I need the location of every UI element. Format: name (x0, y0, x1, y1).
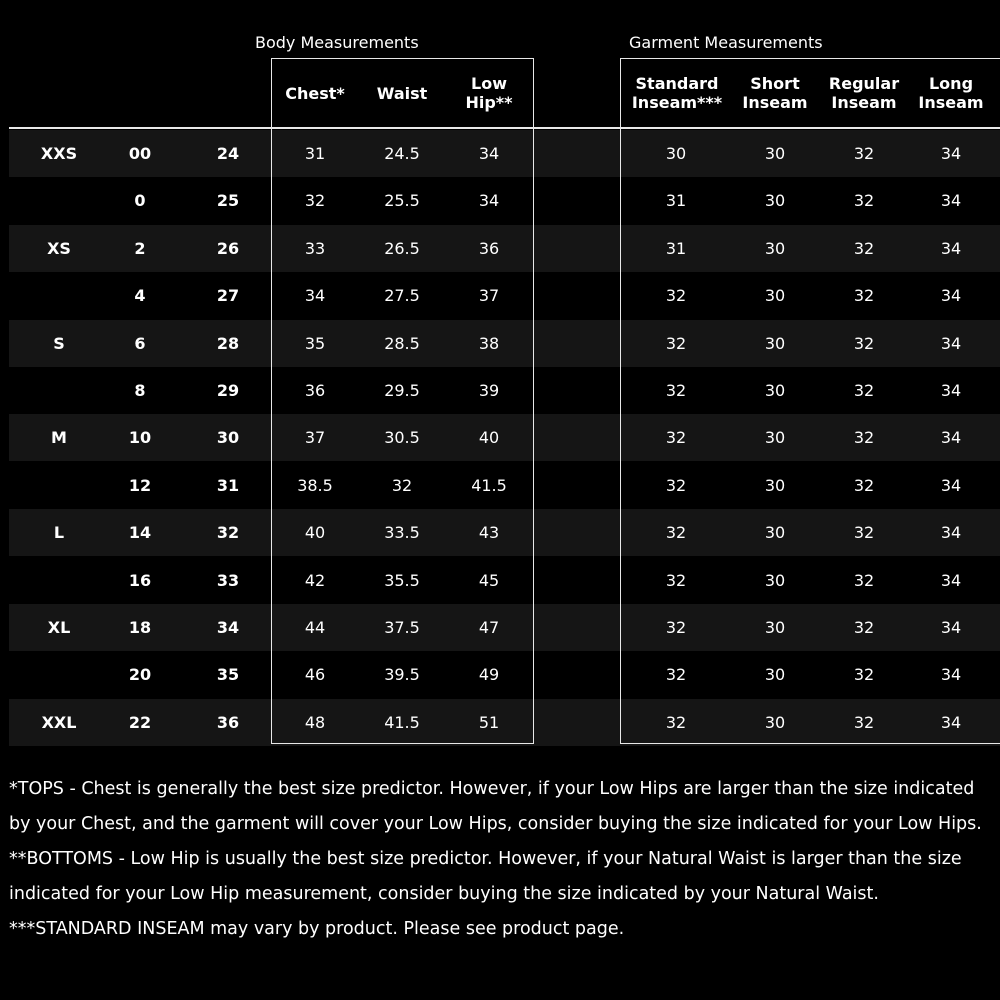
cell-low-hip: 37 (478, 286, 500, 306)
cell-standard-inseam: 32 (665, 381, 687, 400)
cell-waist-size: 33 (216, 570, 240, 590)
cell-long-inseam: 34 (940, 428, 962, 448)
cell-numeric-size: 16 (128, 570, 152, 590)
cell-waist: 32 (391, 475, 413, 495)
cell-regular-inseam: 32 (853, 570, 875, 590)
cell-alpha-size: M (51, 428, 67, 448)
cell-standard-inseam: 32 (665, 712, 687, 732)
cell-waist-size: 35 (216, 665, 240, 685)
cell-standard-inseam: 32 (665, 570, 687, 590)
cell-short-inseam: 30 (764, 286, 786, 306)
footnote-bottoms: **BOTTOMS - Low Hip is usually the best size predictor. However, if your Natural Waist is larger than the size indicated for your Low Hip measurement, consider buying the size indicated by your Natural Waist. (9, 849, 962, 904)
cell-numeric-size: 10 (128, 428, 152, 448)
header-long-inseam: Long Inseam (918, 74, 984, 112)
cell-regular-inseam: 32 (853, 665, 875, 685)
cell-waist-size: 32 (216, 523, 240, 543)
cell-short-inseam: 30 (764, 144, 786, 163)
cell-chest: 42 (304, 570, 326, 590)
cell-long-inseam: 34 (940, 712, 962, 732)
cell-low-hip: 49 (478, 665, 500, 685)
cell-waist: 24.5 (384, 144, 420, 163)
cell-regular-inseam: 32 (853, 144, 875, 163)
cell-short-inseam: 30 (764, 238, 786, 258)
cell-long-inseam: 34 (940, 144, 962, 163)
cell-long-inseam: 34 (940, 238, 962, 258)
cell-waist-size: 34 (216, 618, 240, 637)
header-standard-inseam: Standard Inseam*** (631, 74, 723, 112)
cell-short-inseam: 30 (764, 333, 786, 353)
cell-alpha-size (19, 177, 99, 224)
cell-long-inseam: 34 (940, 523, 962, 543)
cell-regular-inseam: 32 (853, 475, 875, 495)
cell-numeric-size: 00 (128, 144, 152, 163)
cell-waist-size: 30 (216, 428, 240, 448)
cell-standard-inseam: 31 (665, 191, 687, 211)
cell-standard-inseam: 32 (665, 665, 687, 685)
cell-alpha-size: XXS (40, 144, 78, 163)
cell-low-hip: 47 (478, 618, 500, 637)
cell-low-hip: 43 (478, 523, 500, 543)
header-chest: Chest* (285, 84, 345, 103)
cell-long-inseam: 34 (940, 191, 962, 211)
body-measurements-title: Body Measurements (255, 33, 419, 52)
header-low-hip: Low Hip** (465, 74, 513, 112)
cell-alpha-size: XS (47, 238, 71, 258)
cell-standard-inseam: 32 (665, 475, 687, 495)
cell-waist: 35.5 (384, 570, 420, 590)
cell-waist: 41.5 (384, 712, 420, 732)
cell-short-inseam: 30 (764, 475, 786, 495)
cell-chest: 31 (304, 144, 326, 163)
cell-low-hip: 45 (478, 570, 500, 590)
garment-measurements-box (620, 58, 1000, 744)
cell-regular-inseam: 32 (853, 238, 875, 258)
garment-measurements-title: Garment Measurements (629, 33, 823, 52)
header-short-inseam: Short Inseam (742, 74, 808, 112)
cell-waist-size: 31 (216, 475, 240, 495)
cell-numeric-size: 18 (128, 618, 152, 637)
cell-chest: 38.5 (297, 475, 333, 495)
cell-low-hip: 38 (478, 333, 500, 353)
cell-numeric-size: 6 (134, 333, 146, 353)
cell-waist: 27.5 (384, 286, 420, 306)
cell-regular-inseam: 32 (853, 712, 875, 732)
cell-regular-inseam: 32 (853, 618, 875, 637)
cell-numeric-size: 0 (134, 191, 146, 211)
cell-regular-inseam: 32 (853, 381, 875, 400)
cell-standard-inseam: 32 (665, 428, 687, 448)
cell-standard-inseam: 32 (665, 286, 687, 306)
cell-low-hip: 39 (478, 381, 500, 400)
cell-chest: 35 (304, 333, 326, 353)
cell-regular-inseam: 32 (853, 523, 875, 543)
cell-low-hip: 34 (478, 191, 500, 211)
cell-standard-inseam: 32 (665, 523, 687, 543)
cell-long-inseam: 34 (940, 570, 962, 590)
cell-long-inseam: 34 (940, 286, 962, 306)
cell-long-inseam: 34 (940, 665, 962, 685)
cell-alpha-size: S (53, 333, 65, 353)
cell-chest: 32 (304, 191, 326, 211)
cell-low-hip: 41.5 (471, 475, 507, 495)
cell-waist: 30.5 (384, 428, 420, 448)
cell-waist-size: 25 (216, 191, 240, 211)
cell-alpha-size (19, 462, 99, 509)
header-rule (9, 127, 1000, 129)
cell-short-inseam: 30 (764, 570, 786, 590)
body-measurements-box (271, 58, 534, 744)
cell-short-inseam: 30 (764, 523, 786, 543)
cell-waist-size: 26 (216, 238, 240, 258)
cell-standard-inseam: 30 (665, 144, 687, 163)
cell-low-hip: 40 (478, 428, 500, 448)
cell-waist-size: 27 (216, 286, 240, 306)
cell-waist-size: 24 (216, 144, 240, 163)
cell-waist: 26.5 (384, 238, 420, 258)
cell-standard-inseam: 31 (665, 238, 687, 258)
cell-waist-size: 29 (216, 381, 240, 400)
cell-regular-inseam: 32 (853, 428, 875, 448)
cell-waist: 29.5 (384, 381, 420, 400)
cell-alpha-size: XXL (41, 712, 77, 732)
cell-numeric-size: 4 (134, 286, 146, 306)
cell-chest: 34 (304, 286, 326, 306)
cell-numeric-size: 22 (128, 712, 152, 732)
cell-chest: 37 (304, 428, 326, 448)
header-regular-inseam: Regular Inseam (828, 74, 900, 112)
footnote-inseam: ***STANDARD INSEAM may vary by product. Please see product page. (9, 919, 625, 939)
cell-standard-inseam: 32 (665, 333, 687, 353)
cell-alpha-size (19, 367, 99, 414)
cell-numeric-size: 14 (128, 523, 152, 543)
cell-regular-inseam: 32 (853, 191, 875, 211)
cell-waist-size: 36 (216, 712, 240, 732)
cell-alpha-size: L (53, 523, 65, 543)
cell-short-inseam: 30 (764, 712, 786, 732)
cell-chest: 48 (304, 712, 326, 732)
cell-regular-inseam: 32 (853, 286, 875, 306)
cell-numeric-size: 12 (128, 475, 152, 495)
cell-low-hip: 34 (478, 144, 500, 163)
cell-long-inseam: 34 (940, 475, 962, 495)
cell-short-inseam: 30 (764, 665, 786, 685)
cell-short-inseam: 30 (764, 191, 786, 211)
cell-waist-size: 28 (216, 333, 240, 353)
cell-standard-inseam: 32 (665, 618, 687, 637)
cell-alpha-size (19, 651, 99, 698)
cell-chest: 36 (304, 381, 326, 400)
cell-long-inseam: 34 (940, 333, 962, 353)
cell-chest: 40 (304, 523, 326, 543)
cell-short-inseam: 30 (764, 428, 786, 448)
cell-waist: 25.5 (384, 191, 420, 211)
cell-numeric-size: 8 (134, 381, 146, 400)
cell-waist: 39.5 (384, 665, 420, 685)
footnotes (9, 772, 994, 947)
cell-waist: 33.5 (384, 523, 420, 543)
footnote-tops: *TOPS - Chest is generally the best size predictor. However, if your Low Hips are larger than the size indicated by your Chest, and the garment will cover your Low Hips, consider buying the size indicated for your Low Hips. (9, 779, 982, 834)
cell-short-inseam: 30 (764, 381, 786, 400)
cell-regular-inseam: 32 (853, 333, 875, 353)
cell-waist: 37.5 (384, 618, 420, 637)
cell-low-hip: 36 (478, 238, 500, 258)
header-waist: Waist (376, 84, 428, 103)
cell-alpha-size (19, 557, 99, 604)
cell-long-inseam: 34 (940, 618, 962, 637)
cell-chest: 44 (304, 618, 326, 637)
cell-chest: 33 (304, 238, 326, 258)
cell-short-inseam: 30 (764, 618, 786, 637)
cell-numeric-size: 2 (134, 238, 146, 258)
cell-alpha-size: XL (47, 618, 71, 637)
cell-low-hip: 51 (478, 712, 500, 732)
cell-numeric-size: 20 (128, 665, 152, 685)
cell-chest: 46 (304, 665, 326, 685)
cell-waist: 28.5 (384, 333, 420, 353)
cell-long-inseam: 34 (940, 381, 962, 400)
cell-alpha-size (19, 272, 99, 319)
